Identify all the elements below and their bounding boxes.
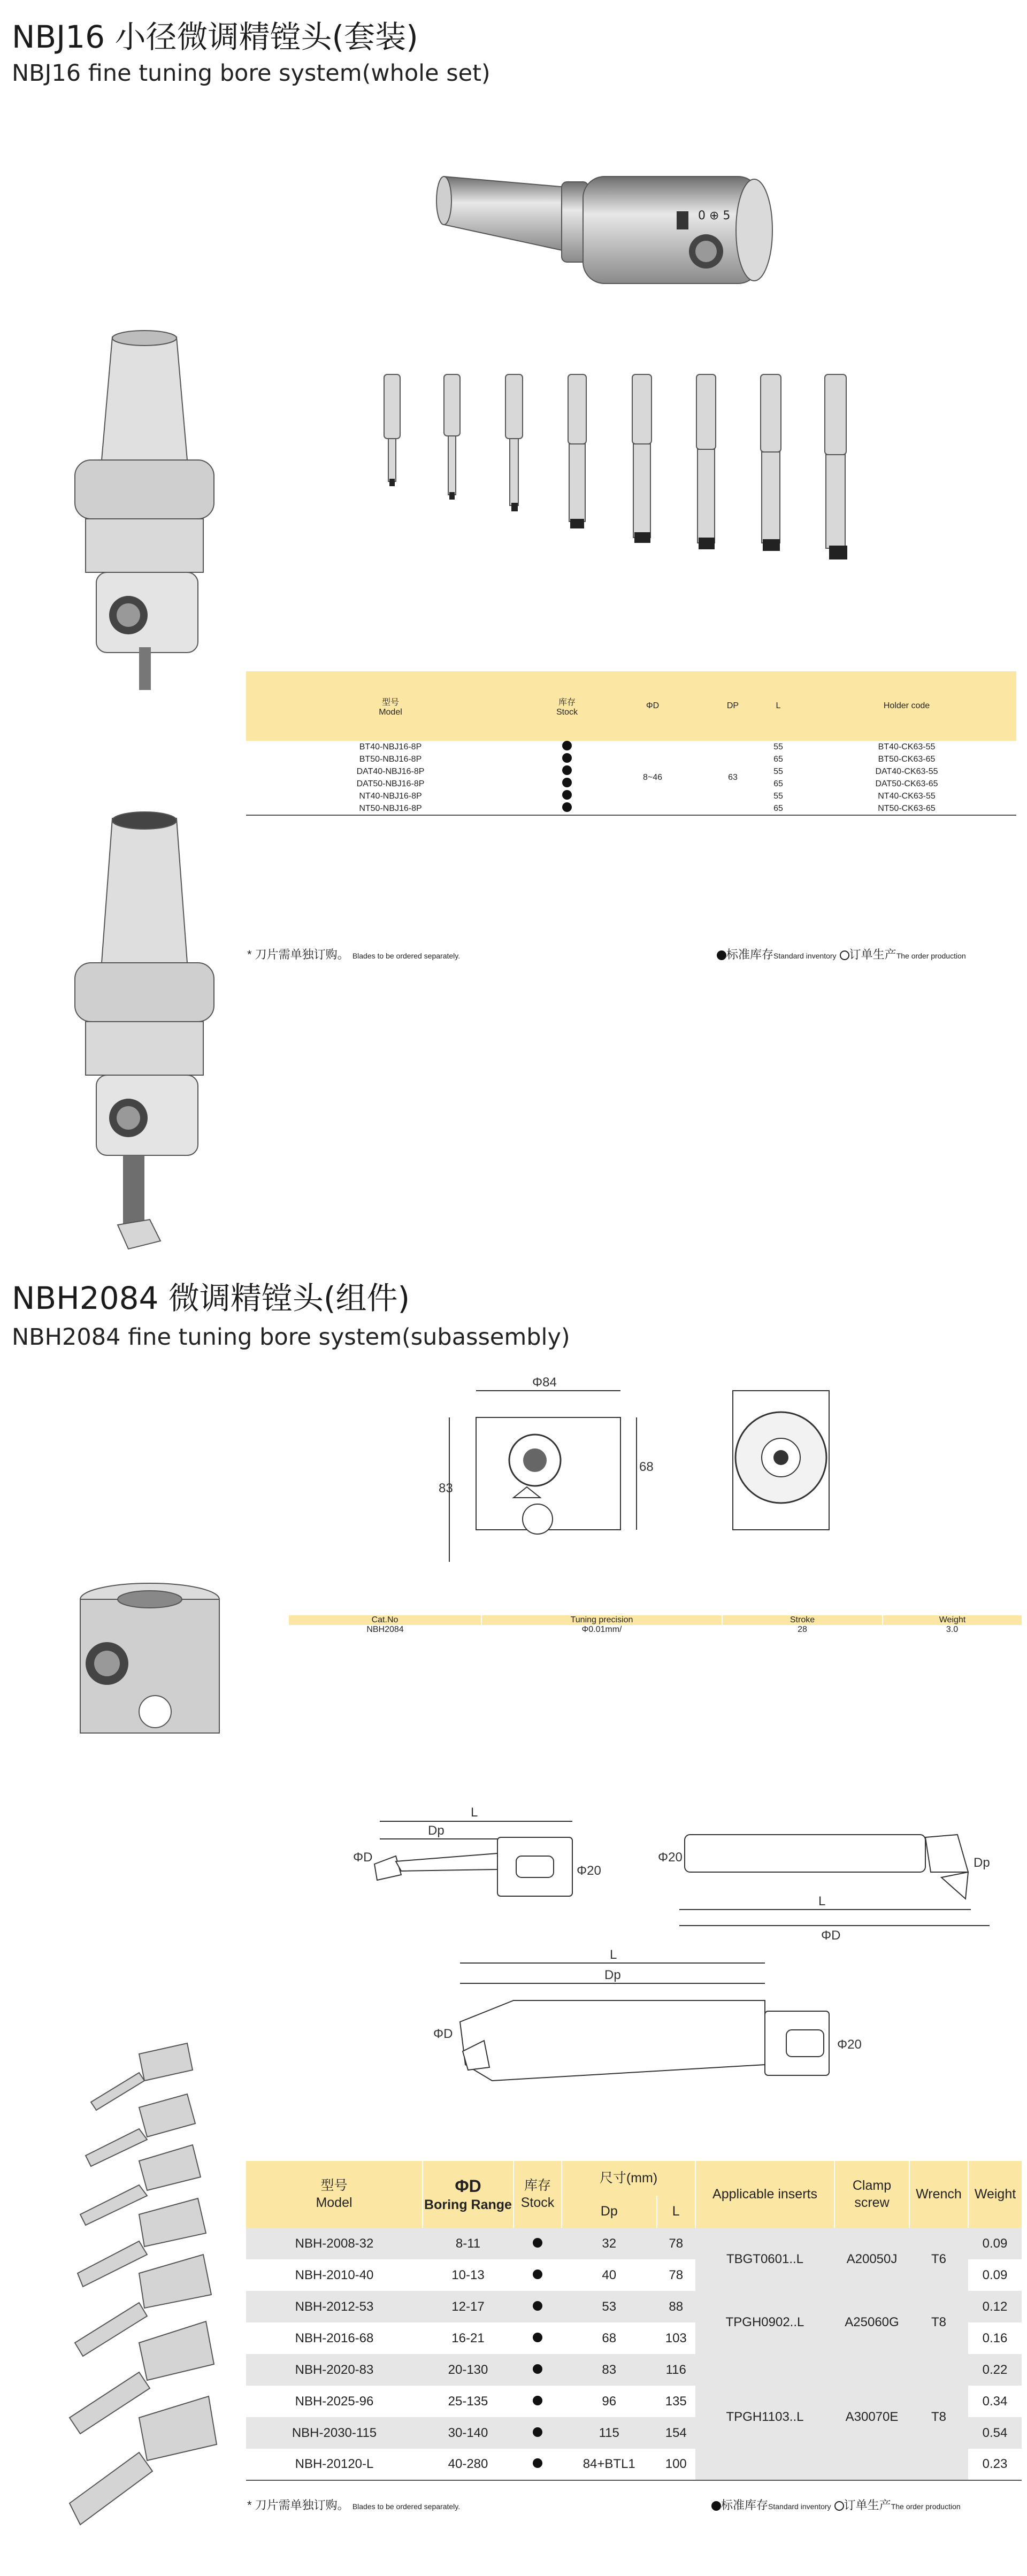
cell-weight: 0.22 xyxy=(968,2354,1022,2386)
header-stock-en: Stock xyxy=(520,2195,555,2210)
stock-dot-icon xyxy=(533,2238,542,2248)
cell-stock xyxy=(535,741,599,753)
table-row xyxy=(246,2228,1022,2259)
cell-l: 65 xyxy=(773,754,783,764)
standard-dot-icon xyxy=(717,950,726,960)
boring-bars-table xyxy=(246,2161,1022,2481)
cell-wrench: T8 xyxy=(909,2354,968,2480)
section1-title: NBJ16 小径微调精镗头(套装) xyxy=(12,19,418,55)
cell-stock xyxy=(514,2259,562,2291)
section2-subtitle: NBH2084 fine tuning bore system(subassembly) xyxy=(12,1324,570,1351)
header-od xyxy=(423,2161,514,2228)
stock-dot-icon xyxy=(533,2333,542,2342)
cell-dp: 32 xyxy=(562,2228,657,2259)
cell-model: NT40-NBJ16-8P xyxy=(359,791,422,801)
cell-l: 55 xyxy=(773,742,783,752)
header-clamp-2: screw xyxy=(854,2195,890,2210)
cell-dp: 68 xyxy=(602,2330,617,2345)
header-dp: Dp xyxy=(562,2196,657,2228)
cell-tuning: Φ0.01mm/ xyxy=(581,1625,622,1634)
cell-stock xyxy=(535,802,599,815)
cell-stock xyxy=(514,2322,562,2354)
stock-legend xyxy=(717,946,966,962)
cell-model: NBH-2012-53 xyxy=(246,2291,423,2322)
dim-D: ΦD xyxy=(821,1928,841,1943)
section1-subtitle: NBJ16 fine tuning bore system(whole set) xyxy=(12,60,490,87)
header-model xyxy=(246,2161,423,2228)
cell-range: 30-140 xyxy=(423,2417,514,2449)
cell-weight: 0.12 xyxy=(968,2291,1022,2322)
cell-od: 8~46 xyxy=(642,773,663,782)
stock-dot-icon xyxy=(562,778,572,787)
cell-range: 25-135 xyxy=(448,2394,488,2409)
nbh2084-illustration xyxy=(70,1578,230,1754)
header-stock-cn: 库存 xyxy=(524,2178,551,2194)
cell-insert: TPGH0902..L xyxy=(695,2291,834,2354)
stock-dot-icon xyxy=(533,2458,542,2468)
order-circle-icon xyxy=(840,950,849,960)
header-weight: Weight xyxy=(968,2161,1022,2228)
header-tuning: Tuning precision xyxy=(481,1615,722,1625)
stock-dot-icon xyxy=(533,2301,542,2311)
header-cat: Cat.No xyxy=(289,1615,481,1625)
cell-dp: 96 xyxy=(602,2394,617,2409)
bar-diagram-1 xyxy=(342,1803,601,1915)
dim-Dp: Dp xyxy=(974,1856,990,1870)
cell-insert: TPGH1103..L xyxy=(695,2354,834,2480)
dim-D20: Φ20 xyxy=(577,1864,601,1878)
dim-D20: Φ20 xyxy=(837,2037,862,2052)
header-wrench: Wrench xyxy=(909,2161,968,2228)
cell-l: 103 xyxy=(665,2330,687,2345)
legend-standard-en: Standard inventory xyxy=(768,2502,831,2511)
legend-standard-en: Standard inventory xyxy=(773,952,837,960)
header-stock xyxy=(535,671,599,741)
legend-order-en: The order production xyxy=(891,2502,961,2511)
stock-dot-icon xyxy=(562,802,572,812)
cell-holder: DAT50-CK63-65 xyxy=(875,779,938,788)
dim-L: L xyxy=(471,1805,478,1820)
cell-dp: 83 xyxy=(562,2354,657,2386)
cell-range: 16-21 xyxy=(451,2330,485,2345)
blades-note-en: Blades to be ordered separately. xyxy=(352,952,461,960)
svg-text:0 ⊕ 5: 0 ⊕ 5 xyxy=(698,209,731,223)
cell-range: 20-130 xyxy=(423,2354,514,2386)
dim-D20: Φ20 xyxy=(658,1850,683,1865)
cell-model: NBH-2016-68 xyxy=(295,2330,374,2345)
header-boring-range: Boring Range xyxy=(424,2197,512,2212)
cell-l: 135 xyxy=(665,2394,687,2409)
cell-stock xyxy=(535,790,599,802)
dim-Dp: Dp xyxy=(428,1823,444,1838)
cell-dp: 53 xyxy=(562,2291,657,2322)
cell-weight: 3.0 xyxy=(946,1625,959,1634)
holder-illustration-1 xyxy=(64,326,225,695)
cell-stock xyxy=(514,2228,562,2259)
stock-dot-icon xyxy=(533,2270,542,2279)
cell-l: 88 xyxy=(657,2291,696,2322)
cell-dp: 63 xyxy=(728,773,738,782)
header-inserts: Applicable inserts xyxy=(695,2161,834,2228)
cell-dp: 40 xyxy=(602,2267,617,2282)
header-dp: DP xyxy=(706,671,760,741)
nbh2084-table xyxy=(289,1615,1022,1635)
dim-Dp: Dp xyxy=(604,1968,621,1982)
stock-dot-icon xyxy=(562,765,572,775)
header-l: L xyxy=(760,671,797,741)
section2-title: NBH2084 微调精镗头(组件) xyxy=(12,1280,410,1316)
legend-standard-cn: 标准库存 xyxy=(726,948,774,961)
stock-dot-icon xyxy=(533,2396,542,2405)
cell-model: DAT50-NBJ16-8P xyxy=(356,779,425,788)
cell-stock xyxy=(514,2354,562,2386)
cell-l: 154 xyxy=(657,2417,696,2449)
header-model-cn: 型号 xyxy=(320,2178,348,2194)
nbh2084-table-grid xyxy=(289,1615,1022,1635)
legend-standard-cn: 标准库存 xyxy=(721,2498,769,2512)
cell-model: NT50-NBJ16-8P xyxy=(359,803,422,813)
header-model-en: Model xyxy=(316,2195,352,2210)
cell-model: BT40-NBJ16-8P xyxy=(359,742,422,752)
cell-l: 116 xyxy=(657,2354,696,2386)
cell-weight: 0.54 xyxy=(968,2417,1022,2449)
table-row xyxy=(246,2291,1022,2322)
stock-dot-icon xyxy=(562,753,572,763)
cell-model: NBH-2030-115 xyxy=(246,2417,423,2449)
bar-diagram-3 xyxy=(423,1942,883,2107)
dim-D: ΦD xyxy=(353,1850,373,1865)
cell-insert: TBGT0601..L xyxy=(695,2228,834,2291)
header-size: 尺寸(mm) xyxy=(562,2161,695,2196)
cell-stock xyxy=(535,765,599,778)
cell-clamp: A25060G xyxy=(834,2291,909,2354)
cell-model: NBH-2020-83 xyxy=(246,2354,423,2386)
cell-wrench: T6 xyxy=(909,2228,968,2291)
legend-order-cn: 订单生产 xyxy=(849,948,896,961)
cell-l: 55 xyxy=(773,766,783,776)
cell-model: NBH-2025-96 xyxy=(295,2394,374,2409)
blades-note-en: Blades to be ordered separately. xyxy=(352,2502,461,2511)
cell-wrench: T8 xyxy=(909,2291,968,2354)
cell-l: 78 xyxy=(657,2228,696,2259)
cell-model: NBH-2010-40 xyxy=(295,2267,374,2282)
legend-order-cn: 订单生产 xyxy=(844,2498,891,2512)
header-clamp xyxy=(834,2161,909,2228)
header-stock-cn: 库存 xyxy=(558,697,576,707)
holder-table-grid xyxy=(246,671,1016,816)
table-row xyxy=(246,2354,1022,2386)
cell-l: 78 xyxy=(669,2267,684,2282)
cell-stroke: 28 xyxy=(798,1625,807,1634)
blades-note-2 xyxy=(247,2496,460,2513)
header-od-symbol: ΦD xyxy=(455,2176,481,2196)
cell-stock xyxy=(514,2291,562,2322)
cell-dp: 84+BTL1 xyxy=(583,2457,635,2471)
stock-dot-icon xyxy=(533,2427,542,2437)
blades-note-cn: * 刀片需单独订购。 xyxy=(247,948,349,961)
stock-dot-icon xyxy=(562,741,572,750)
cell-range: 40-280 xyxy=(448,2457,488,2471)
cell-stock xyxy=(514,2449,562,2480)
cell-l: 65 xyxy=(773,803,783,813)
blades-note-cn: * 刀片需单独订购。 xyxy=(247,2498,349,2512)
cell-weight: 0.09 xyxy=(982,2267,1008,2282)
cell-model: NBH-20120-L xyxy=(295,2457,374,2471)
header-od: ΦD xyxy=(599,671,706,741)
cell-dp: 115 xyxy=(562,2417,657,2449)
cell-weight: 0.09 xyxy=(968,2228,1022,2259)
cell-holder: BT50-CK63-65 xyxy=(878,754,936,764)
cell-holder: NT40-CK63-55 xyxy=(878,791,936,801)
cell-clamp: A20050J xyxy=(834,2228,909,2291)
header-holder: Holder code xyxy=(797,671,1016,741)
cell-stock xyxy=(535,778,599,790)
holder-illustration-2 xyxy=(64,808,225,1252)
legend-order-en: The order production xyxy=(896,952,966,960)
dial-illustration xyxy=(727,1380,834,1540)
stock-dot-icon xyxy=(562,790,572,800)
cell-model: DAT40-NBJ16-8P xyxy=(356,766,425,776)
cell-stock xyxy=(514,2386,562,2417)
cell-cat: NBH2084 xyxy=(366,1625,404,1634)
dim-d84: Φ84 xyxy=(532,1375,557,1390)
cell-holder: DAT40-CK63-55 xyxy=(875,766,938,776)
cell-weight: 0.16 xyxy=(982,2330,1008,2345)
tools-stack-illustration xyxy=(59,2043,219,2541)
header-model-en: Model xyxy=(379,707,402,717)
cell-l: 100 xyxy=(665,2457,687,2471)
cell-clamp: A30070E xyxy=(834,2354,909,2480)
blades-note xyxy=(247,946,460,962)
header-weight: Weight xyxy=(883,1615,1022,1625)
boring-bars-row xyxy=(374,369,888,572)
cell-l: 55 xyxy=(773,791,783,801)
cell-holder: BT40-CK63-55 xyxy=(878,742,936,752)
dim-h83: 83 xyxy=(439,1481,453,1496)
cell-range: 12-17 xyxy=(423,2291,514,2322)
cell-model: NBH-2008-32 xyxy=(246,2228,423,2259)
cell-holder: NT50-CK63-65 xyxy=(878,803,936,813)
cell-range: 8-11 xyxy=(423,2228,514,2259)
table-row xyxy=(289,1625,1022,1635)
holder-table xyxy=(246,671,1016,816)
header-stock-en: Stock xyxy=(556,707,578,717)
table-row xyxy=(246,741,1016,753)
dim-D: ΦD xyxy=(433,2027,453,2041)
dim-L: L xyxy=(818,1894,826,1908)
cell-range: 10-13 xyxy=(451,2267,485,2282)
order-circle-icon xyxy=(834,2501,844,2511)
cell-weight: 0.23 xyxy=(982,2457,1008,2471)
cell-l: 65 xyxy=(773,779,783,788)
boring-head-illustration xyxy=(433,144,776,337)
bar-diagram-2 xyxy=(658,1813,1000,1952)
nbh2084-drawing xyxy=(428,1375,653,1573)
header-model-cn: 型号 xyxy=(381,697,399,707)
cell-stock xyxy=(535,753,599,765)
stock-dot-icon xyxy=(533,2364,542,2374)
standard-dot-icon xyxy=(711,2501,721,2511)
dim-h68: 68 xyxy=(639,1460,654,1474)
cell-stock xyxy=(514,2417,562,2449)
stock-legend-2 xyxy=(711,2496,961,2513)
boring-bars-table-grid xyxy=(246,2161,1022,2481)
header-l: L xyxy=(657,2196,696,2228)
header-model xyxy=(246,671,535,741)
header-stroke: Stroke xyxy=(722,1615,883,1625)
cell-model: BT50-NBJ16-8P xyxy=(359,754,422,764)
dim-L: L xyxy=(610,1948,617,1962)
header-stock xyxy=(514,2161,562,2228)
header-clamp-1: Clamp xyxy=(852,2178,892,2194)
cell-weight: 0.34 xyxy=(982,2394,1008,2409)
